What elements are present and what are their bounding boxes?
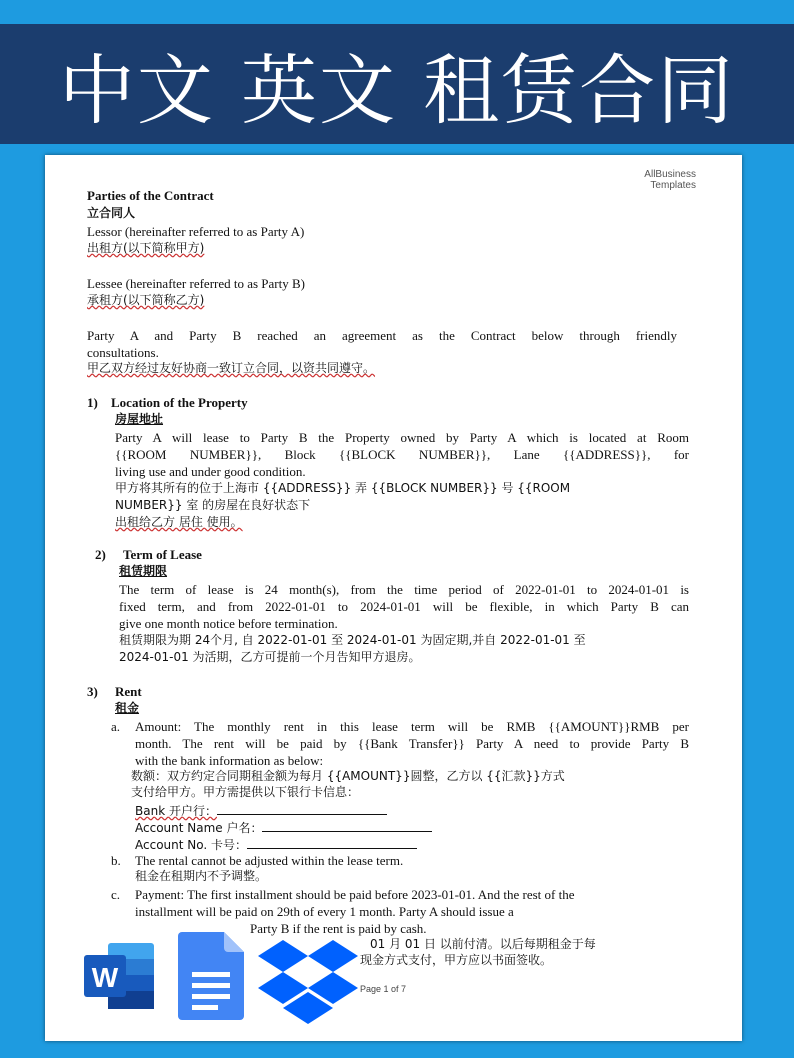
section-3-number: 3) <box>87 684 98 699</box>
item-a-line-3: with the bank information as below: <box>135 753 324 768</box>
account-name-label: Account Name 户名： <box>135 821 263 835</box>
parties-title: Parties of the Contract <box>87 188 214 203</box>
section-1-zh-3: 出租给乙方 居住 使用。 <box>115 515 243 529</box>
item-a-line-1: Amount: The monthly rent in this lease term will be RMB {{AMOUNT}}RMB per <box>135 719 689 734</box>
section-2-zh-2: 2024-01-01 为活期，乙方可提前一个月告知甲方退房。 <box>119 650 421 664</box>
section-1-title: Location of the Property <box>111 395 248 410</box>
document-page <box>45 155 742 1041</box>
section-1-title-zh: 房屋地址 <box>115 412 164 426</box>
section-2-title: Term of Lease <box>123 547 202 562</box>
account-name-blank <box>262 819 432 832</box>
section-2-zh-1: 租赁期限为期 24个月, 自 2022-01-01 至 2024-01-01 为固定期,并自 2022-01-01 至 <box>119 633 586 647</box>
section-2-number: 2) <box>95 547 106 562</box>
item-c-line-1: Payment: The first installment should be paid before 2023-01-01. And the rest of the <box>135 887 575 902</box>
title-banner <box>0 24 794 144</box>
dropbox-icon <box>258 936 358 1026</box>
section-2-line-3: give one month notice before termination. <box>119 616 338 631</box>
google-docs-icon <box>178 932 244 1020</box>
item-a-zh-2: 支付给甲方。甲方需提供以下银行卡信息： <box>131 785 360 799</box>
item-c-zh-1: 01 月 01 日 以前付清。以后每期租金于每 <box>370 937 596 951</box>
item-b-zh: 租金在租期内不予调整。 <box>135 869 268 883</box>
account-no-label: Account No. 卡号： <box>135 838 248 852</box>
section-3-title-zh: 租金 <box>115 701 140 715</box>
item-b-marker: b. <box>111 853 121 868</box>
agreement-line-1: Party A and Party B reached an agreement as the Contract below through friendly <box>87 328 677 343</box>
lessor-text-zh: 出租方(以下简称甲方) <box>87 241 205 255</box>
item-c-marker: c. <box>111 887 121 902</box>
app-icons <box>80 932 360 1027</box>
item-c-zh-2: 现金方式支付，甲方应以书面签收。 <box>360 953 553 967</box>
item-a-marker: a. <box>111 719 121 734</box>
bank-blank <box>217 802 387 815</box>
account-name-field <box>135 819 432 837</box>
item-a-zh-1: 数额：双方约定合同期租金额为每月 {{AMOUNT}}圆整，乙方以 {{汇款}}方式 <box>131 769 565 783</box>
section-1-line-1: Party A will lease to Party B the Property owned by Party A which is located at Room <box>115 430 689 445</box>
brand-line-1: AllBusiness <box>644 169 696 180</box>
word-icon <box>80 937 158 1015</box>
banner-title: 中文 英文 租赁合同 <box>58 45 736 135</box>
section-1-line-2: {{ROOM NUMBER}}, Block {{BLOCK NUMBER}}, Lane {{ADDRESS}}, for <box>115 447 689 462</box>
section-1-number: 1) <box>87 395 98 410</box>
brand-line-2: Templates <box>650 180 696 191</box>
section-1-zh-1: 甲方将其所有的位于上海市 {{ADDRESS}} 弄 {{BLOCK NUMBER}} 号 {{ROOM <box>115 481 571 495</box>
item-a-line-2: month. The rent will be paid by {{Bank Transfer}} Party A need to provide Party B <box>135 736 689 751</box>
lessor-text: Lessor (hereinafter referred to as Party A) <box>87 224 305 239</box>
account-no-blank <box>247 836 417 849</box>
parties-title-zh: 立合同人 <box>87 206 136 220</box>
lessee-text-zh: 承租方(以下简称乙方) <box>87 293 205 307</box>
bank-field <box>135 802 387 820</box>
svg-text:W: W <box>91 962 119 993</box>
bank-label: Bank 开户行： <box>135 804 217 818</box>
section-1-line-3: living use and under good condition. <box>115 464 306 479</box>
brand-logo <box>644 169 696 191</box>
section-1-zh-2: NUMBER}} 室 的房屋在良好状态下 <box>115 498 311 512</box>
lessee-text: Lessee (hereinafter referred to as Party B) <box>87 276 305 291</box>
agreement-zh: 甲乙双方经过友好协商一致订立合同，以资共同遵守。 <box>87 361 376 375</box>
page-footer: Page 1 of 7 <box>360 984 407 994</box>
item-c-line-2: installment will be paid on 29th of every 1 month. Party A should issue a <box>135 904 514 919</box>
section-2-title-zh: 租赁期限 <box>119 564 168 578</box>
item-c-line-3: Party B if the rent is paid by cash. <box>250 921 427 936</box>
item-b-line-1: The rental cannot be adjusted within the lease term. <box>135 853 404 868</box>
section-2-line-2: fixed term, and from 2022-01-01 to 2024-01-01 will be flexible, in which Party B can <box>119 599 689 614</box>
agreement-line-2: consultations. <box>87 345 159 360</box>
section-2-line-1: The term of lease is 24 month(s), from the time period of 2022-01-01 to 2024-01-01 is <box>119 582 689 597</box>
section-3-title: Rent <box>115 684 142 699</box>
